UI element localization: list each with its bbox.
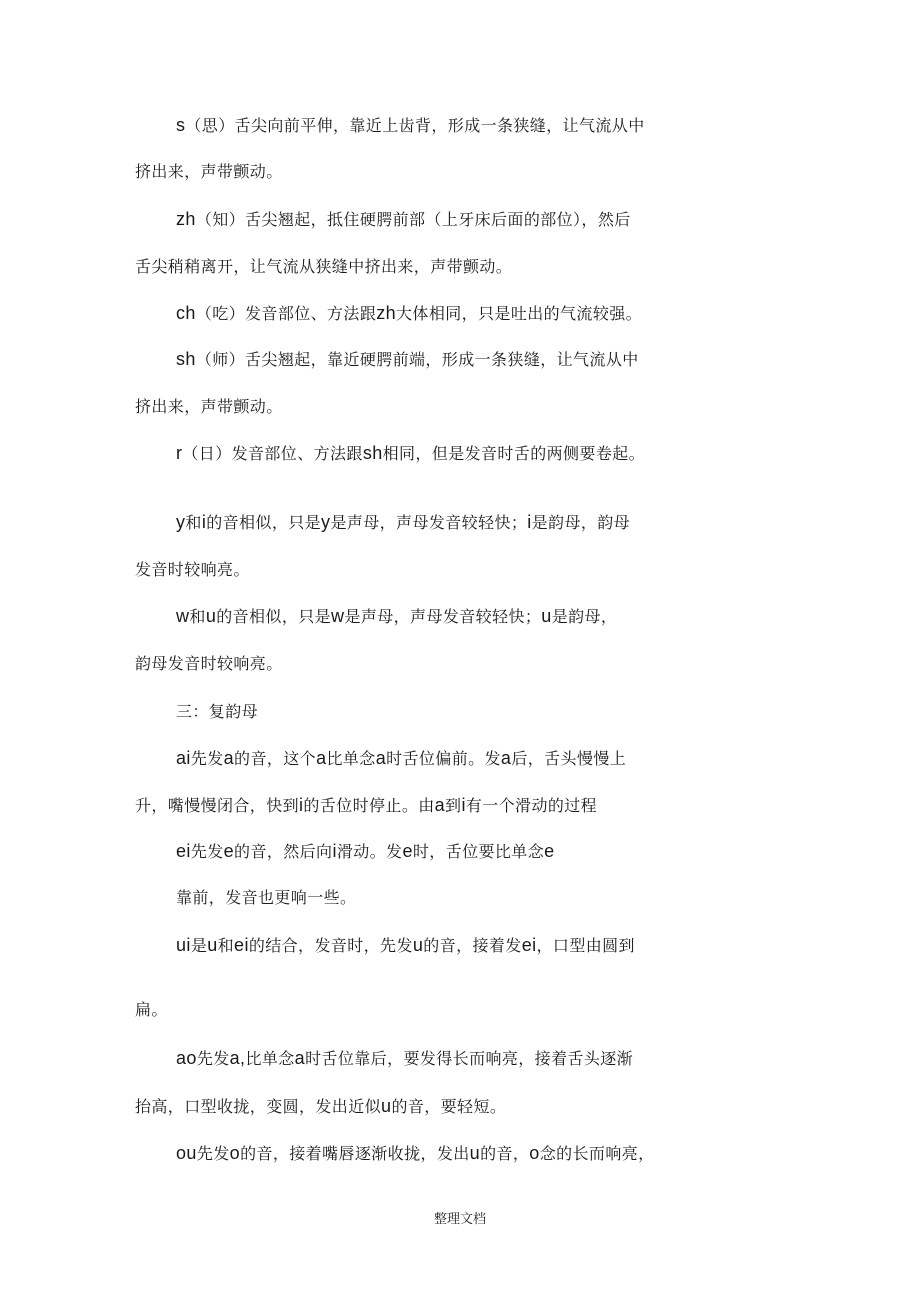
para-s-line-1: s（思）舌尖向前平伸，靠近上齿背，形成一条狭缝，让气流从中 — [176, 115, 645, 135]
para-ai-line-1: ai先发a的音，这个a比单念a时舌位偏前。发a后，舌头慢慢上 — [176, 748, 627, 768]
page-footer: 整理文档 — [433, 1212, 486, 1227]
pinyin-sh: sh — [176, 349, 196, 369]
para-y-line-1: y和i的音相似，只是y是声母，声母发音较轻快；i是韵母，韵母 — [176, 512, 631, 532]
pinyin-ch: ch — [176, 303, 196, 323]
pinyin-ei: ei — [176, 841, 191, 861]
para-r-line-1: r（日）发音部位、方法跟sh相同，但是发音时舌的两侧要卷起。 — [176, 443, 646, 463]
pinyin-ou: ou — [176, 1143, 197, 1163]
pinyin-ai: ai — [176, 748, 191, 768]
para-ei-line-2: 靠前，发音也更响一些。 — [176, 888, 357, 907]
para-ai-line-2: 升，嘴慢慢闭合，快到i的舌位时停止。由a到i有一个滑动的过程 — [135, 795, 598, 815]
pinyin-ao: ao — [176, 1048, 197, 1068]
para-y-line-2: 发音时较响亮。 — [135, 560, 250, 579]
pinyin-y: y — [176, 512, 186, 532]
para-ao-line-1: ao先发a,比单念a时舌位靠后，要发得长而响亮，接着舌头逐渐 — [176, 1048, 634, 1068]
para-ou-line-1: ou先发o的音，接着嘴唇逐渐收拢，发出u的音，o念的长而响亮， — [176, 1143, 655, 1163]
section-heading-compound-finals: 三：复韵母 — [176, 702, 259, 721]
pinyin-s: s — [176, 115, 186, 135]
pinyin-r: r — [176, 443, 183, 463]
para-s-line-2: 挤出来，声带颤动。 — [135, 162, 283, 181]
pinyin-w: w — [176, 606, 190, 626]
para-ch-line-1: ch（吃）发音部位、方法跟zh大体相同，只是吐出的气流较强。 — [176, 303, 643, 323]
pinyin-zh: zh — [176, 209, 196, 229]
para-sh-line-2: 挤出来，声带颤动。 — [135, 397, 283, 416]
para-zh-line-1: zh（知）舌尖翘起，抵住硬腭前部（上牙床后面的部位），然后 — [176, 209, 631, 229]
para-w-line-2: 韵母发音时较响亮。 — [135, 654, 283, 673]
para-ui-line-2: 扁。 — [135, 1000, 168, 1019]
para-sh-line-1: sh（师）舌尖翘起，靠近硬腭前端，形成一条狭缝，让气流从中 — [176, 349, 639, 369]
para-ui-line-1: ui是u和ei的结合，发音时，先发u的音，接着发ei，口型由圆到 — [176, 935, 635, 955]
para-zh-line-2: 舌尖稍稍离开，让气流从狭缝中挤出来，声带颤动。 — [135, 257, 513, 276]
para-ao-line-2: 抬高，口型收拢，变圆，发出近似u的音，要轻短。 — [135, 1096, 507, 1116]
pinyin-ui: ui — [176, 935, 191, 955]
para-ei-line-1: ei先发e的音，然后向i滑动。发e时，舌位要比单念e — [176, 841, 555, 861]
para-w-line-1: w和u的音相似，只是w是声母，声母发音较轻快；u是韵母， — [176, 606, 618, 626]
